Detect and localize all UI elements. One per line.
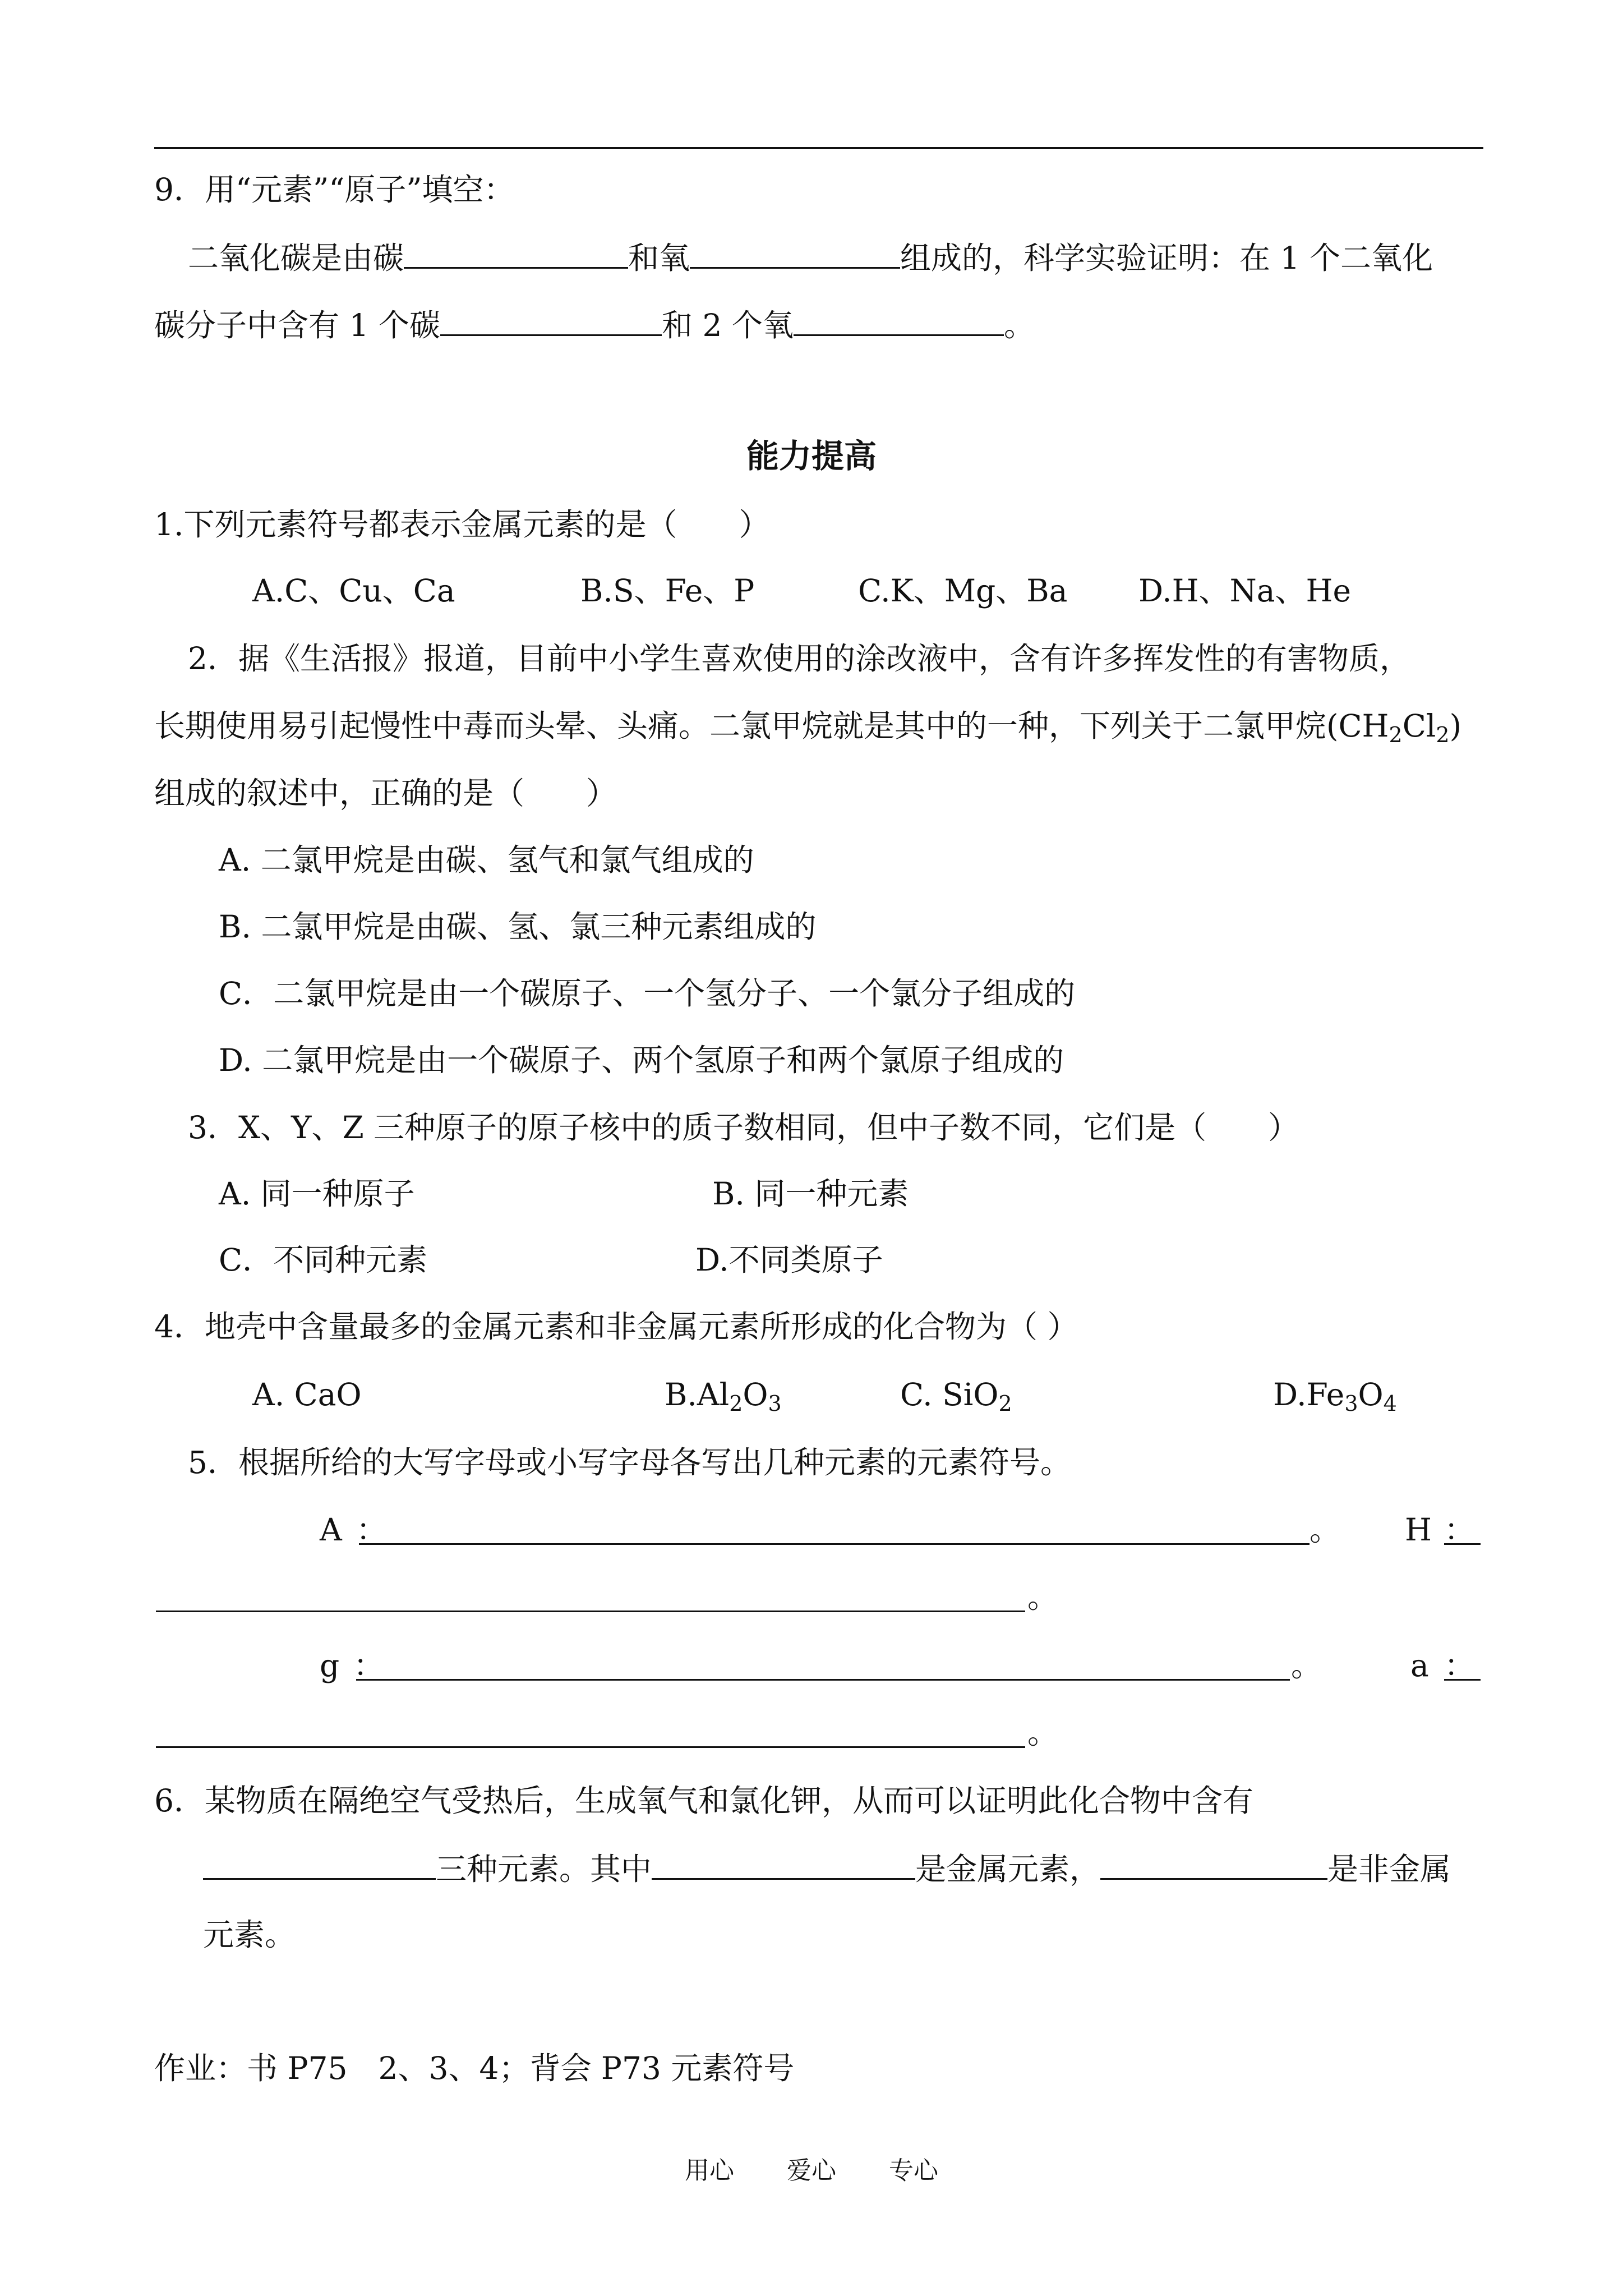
footer-item-2: 爱心 (787, 2156, 836, 2185)
q5-row-g-label: g (320, 1648, 340, 1683)
q5-row-a2-period: 。 (1027, 1715, 1059, 1751)
page-footer (0, 2154, 1623, 2188)
q5-row-a-colon: ： (356, 1512, 388, 1548)
q6-line-1: 6．某物质在隔绝空气受热后，生成氧气和氯化钾，从而可以证明此化合物中含有 (154, 1783, 1253, 1819)
footer-item-1: 用心 (685, 2156, 734, 2185)
q2-option-b[interactable]: B. 二氯甲烷是由碳、氢、氯三种元素组成的 (219, 909, 817, 945)
q5-blank-a2-end[interactable] (1444, 1646, 1481, 1681)
q5-row-g-period: 。 (1291, 1648, 1322, 1683)
q5-row-a-label: A (320, 1512, 342, 1548)
q4-option-d[interactable]: $D.Fe_3O_4$ (1273, 1377, 1397, 1416)
footer-item-3: 专心 (889, 2156, 938, 2185)
q1-option-c[interactable]: C.K、Mg、Ba (858, 573, 1068, 609)
q6-blank-2[interactable] (652, 1846, 915, 1880)
q4-stem: 4．地壳中含量最多的金属元素和非金属元素所形成的化合物为（ ） (154, 1309, 1078, 1345)
q6-blank-1[interactable] (203, 1846, 436, 1880)
q1-option-b[interactable]: B.S、Fe、P (580, 573, 755, 609)
q9-stem: 9．用“元素”“原子”填空： (154, 172, 515, 208)
q9-blank-2[interactable] (690, 234, 900, 269)
q6-line-2: 三种元素。其中 是金属元素， 是非金属 (203, 1846, 1451, 1892)
homework-line: 作业：书 P75 2、3、4；背会 P73 元素符号 (154, 2050, 795, 2086)
header-rule (154, 147, 1483, 149)
q5-row-h-period: 。 (1027, 1579, 1059, 1615)
q5-row-h-colon: ： (1444, 1512, 1476, 1548)
q4-option-c[interactable]: C. SiO$_2$ (900, 1377, 1012, 1416)
q2-option-a[interactable]: A. 二氯甲烷是由碳、氢气和氯气组成的 (219, 842, 754, 878)
q2-line-3: 组成的叙述中，正确的是（ ） (154, 775, 617, 811)
q1-stem: 1.下列元素符号都表示金属元素的是（ ） (154, 507, 770, 542)
q9-line-2: 碳分子中含有 1 个碳 和 2 个氧 。 (154, 302, 1035, 348)
q1-option-a[interactable]: A.C、Cu、Ca (252, 573, 455, 609)
q9-blank-1[interactable] (404, 234, 628, 269)
q3-option-b[interactable]: B. 同一种元素 (712, 1176, 909, 1212)
q3-option-a[interactable]: A. 同一种原子 (219, 1176, 415, 1212)
section-title: 能力提高 (746, 437, 877, 475)
q5-blank-a2[interactable] (156, 1714, 1025, 1748)
q5-stem: 5．根据所给的大写字母或小写字母各写出几种元素的元素符号。 (188, 1444, 1071, 1480)
q3-stem: 3．X、Y、Z 三种原子的原子核中的质子数相同，但中子数不同，它们是（ ） (188, 1110, 1299, 1145)
q5-row-a2-colon: ： (1444, 1648, 1476, 1683)
q6-line-3: 元素。 (203, 1917, 296, 1953)
q5-blank-g[interactable] (356, 1646, 1290, 1681)
q3-option-c[interactable]: C．不同种元素 (219, 1242, 428, 1278)
q2-line-1: 2．据《生活报》报道，目前中小学生喜欢使用的涂改液中，含有许多挥发性的有害物质， (188, 641, 1410, 677)
q2-option-c[interactable]: C．二氯甲烷是由一个碳原子、一个氢分子、一个氯分子组成的 (219, 976, 1076, 1011)
q2-option-d[interactable]: D. 二氯甲烷是由一个碳原子、两个氢原子和两个氯原子组成的 (219, 1042, 1064, 1078)
q2-line-2: 长期使用易引起慢性中毒而头晕、头痛。二氯甲烷就是其中的一种，下列关于二氯甲烷$(CH_2Cl_2)$ (154, 708, 1462, 747)
q5-row-a2-label: a (1410, 1648, 1429, 1683)
q9-blank-3[interactable] (440, 302, 662, 336)
q5-row-a-period: 。 (1310, 1512, 1341, 1548)
q4-option-b[interactable]: $B.Al_2O_3$ (665, 1377, 782, 1416)
q3-option-d[interactable]: D.不同类原子 (695, 1242, 883, 1278)
q5-row-g-colon: ： (353, 1648, 385, 1683)
q5-blank-h-end[interactable] (1444, 1511, 1481, 1545)
q1-option-d[interactable]: D.H、Na、He (1138, 573, 1352, 609)
q5-row-h-label: H (1405, 1512, 1432, 1548)
q5-blank-a[interactable] (359, 1511, 1310, 1545)
q9-blank-4[interactable] (794, 302, 1004, 336)
q4-option-a[interactable]: A. CaO (252, 1377, 362, 1412)
q9-line-1: 二氧化碳是由碳 和氧 组成的，科学实验证明：在 1 个二氧化 (188, 234, 1433, 280)
q6-blank-3[interactable] (1100, 1846, 1327, 1880)
q5-blank-h[interactable] (156, 1578, 1025, 1612)
